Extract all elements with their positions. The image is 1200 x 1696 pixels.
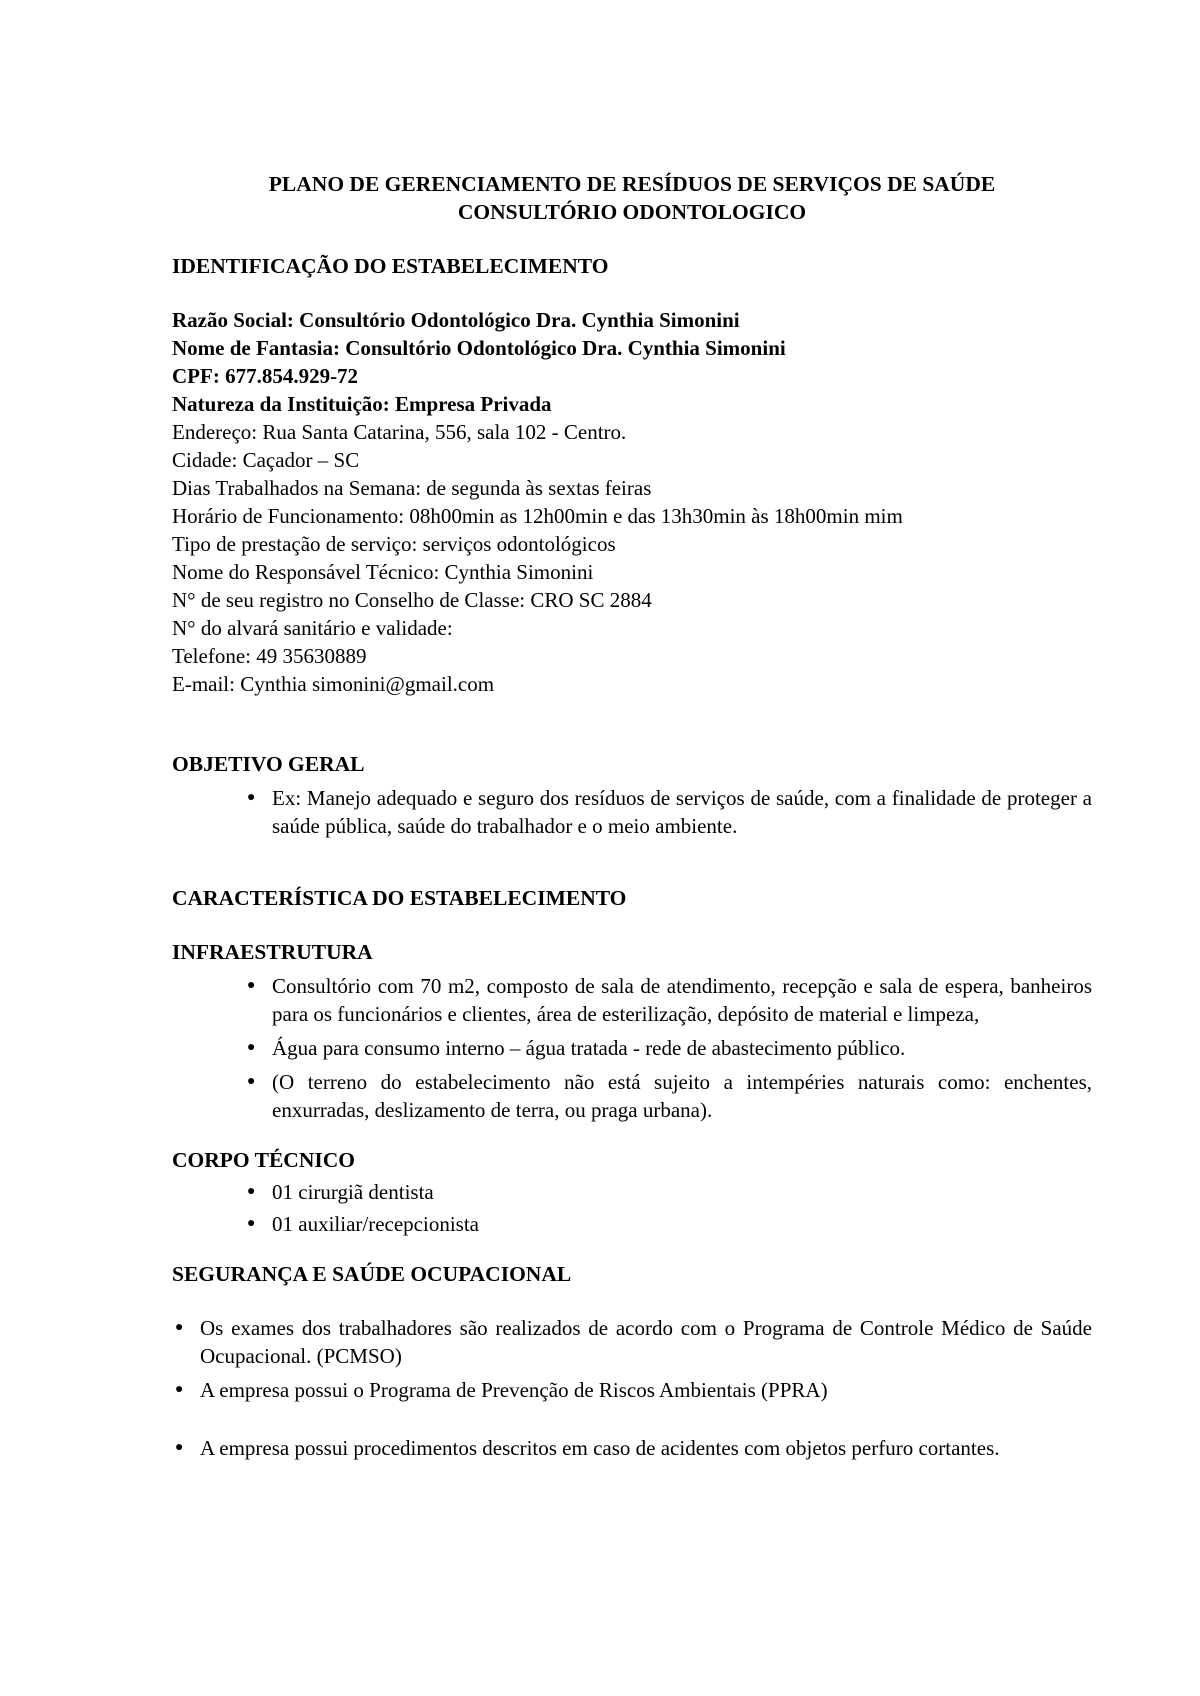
- list-item: ● A empresa possui o Programa de Prevenção de Riscos Ambientais (PPRA): [175, 1378, 828, 1402]
- bullet-dot-icon: ●: [247, 978, 256, 993]
- infraestrutura-list: [172, 972, 1092, 1124]
- bullet-dot-icon: ●: [175, 1382, 184, 1397]
- bullet-dot-icon: ●: [247, 1216, 256, 1231]
- bullet-dot-icon: ●: [247, 1184, 256, 1199]
- horario: Horário de Funcionamento: 08h00min as 12h00min e das 13h30min às 18h00min mim: [172, 504, 903, 528]
- bullet-dot-icon: ●: [247, 790, 256, 805]
- nome-fantasia: Nome de Fantasia: Consultório Odontológico Dra. Cynthia Simonini: [172, 336, 786, 360]
- list-item: ● Consultório com 70 m2, composto de sala de atendimento, recepção e sala de espera, banheiros para os funcionários e clientes, área de esterilização, depósito de material e limpeza,: [247, 974, 1092, 1026]
- identification-block: [172, 306, 1092, 698]
- endereco: Endereço: Rua Santa Catarina, 556, sala 102 - Centro.: [172, 420, 627, 444]
- heading-objetivo: OBJETIVO GERAL: [172, 752, 365, 776]
- dias-trabalhados: Dias Trabalhados na Semana: de segunda às sextas feiras: [172, 476, 652, 500]
- registro-conselho: N° de seu registro no Conselho de Classe: CRO SC 2884: [172, 588, 652, 612]
- alvara-sanitario: N° do alvará sanitário e validade:: [172, 616, 453, 640]
- document-body: [172, 170, 1092, 1462]
- list-item: ● Ex: Manejo adequado e seguro dos resíduos de serviços de saúde, com a finalidade de proteger a saúde pública, saúde do trabalhador e o meio ambiente.: [247, 786, 1092, 838]
- document-title: [172, 170, 1092, 226]
- responsavel-tecnico: Nome do Responsável Técnico: Cynthia Simonini: [172, 560, 594, 584]
- cidade: Cidade: Caçador – SC: [172, 448, 360, 472]
- list-item: ● Os exames dos trabalhadores são realizados de acordo com o Programa de Controle Médico de Saúde Ocupacional. (PCMSO): [175, 1316, 1092, 1368]
- razao-social: Razão Social: Consultório Odontológico Dra. Cynthia Simonini: [172, 308, 740, 332]
- natureza: Natureza da Instituição: Empresa Privada: [172, 392, 552, 416]
- list-item: ● 01 auxiliar/recepcionista: [247, 1212, 479, 1236]
- title-line-1: PLANO DE GERENCIAMENTO DE RESÍDUOS DE SERVIÇOS DE SAÚDE: [268, 172, 996, 196]
- heading-identificacao: IDENTIFICAÇÃO DO ESTABELECIMENTO: [172, 254, 609, 278]
- heading-infraestrutura: INFRAESTRUTURA: [172, 940, 373, 964]
- list-item: ● 01 cirurgiã dentista: [247, 1180, 434, 1204]
- seguranca-list: [172, 1314, 1092, 1462]
- list-item: ● (O terreno do estabelecimento não está sujeito a intempéries naturais como: enchentes, enxurradas, deslizamento de terra, ou praga urbana).: [247, 1070, 1092, 1122]
- list-item: ● A empresa possui procedimentos descritos em caso de acidentes com objetos perfuro cortantes.: [175, 1436, 1000, 1460]
- bullet-dot-icon: ●: [175, 1320, 184, 1335]
- list-item: ● Água para consumo interno – água tratada - rede de abastecimento público.: [247, 1036, 906, 1060]
- email: E-mail: Cynthia simonini@gmail.com: [172, 672, 495, 696]
- title-line-2: CONSULTÓRIO ODONTOLOGICO: [457, 200, 807, 224]
- cpf: CPF: 677.854.929-72: [172, 364, 359, 388]
- objetivo-list: [172, 784, 1092, 840]
- heading-seguranca: SEGURANÇA E SAÚDE OCUPACIONAL: [172, 1262, 572, 1286]
- corpo-tecnico-list: [172, 1178, 1092, 1238]
- tipo-servico: Tipo de prestação de serviço: serviços odontológicos: [172, 532, 616, 556]
- heading-corpo-tecnico: CORPO TÉCNICO: [172, 1148, 355, 1172]
- telefone: Telefone: 49 35630889: [172, 644, 367, 668]
- heading-caracteristica: CARACTERÍSTICA DO ESTABELECIMENTO: [172, 886, 627, 910]
- bullet-dot-icon: ●: [175, 1440, 184, 1455]
- bullet-dot-icon: ●: [247, 1074, 256, 1089]
- bullet-dot-icon: ●: [247, 1040, 256, 1055]
